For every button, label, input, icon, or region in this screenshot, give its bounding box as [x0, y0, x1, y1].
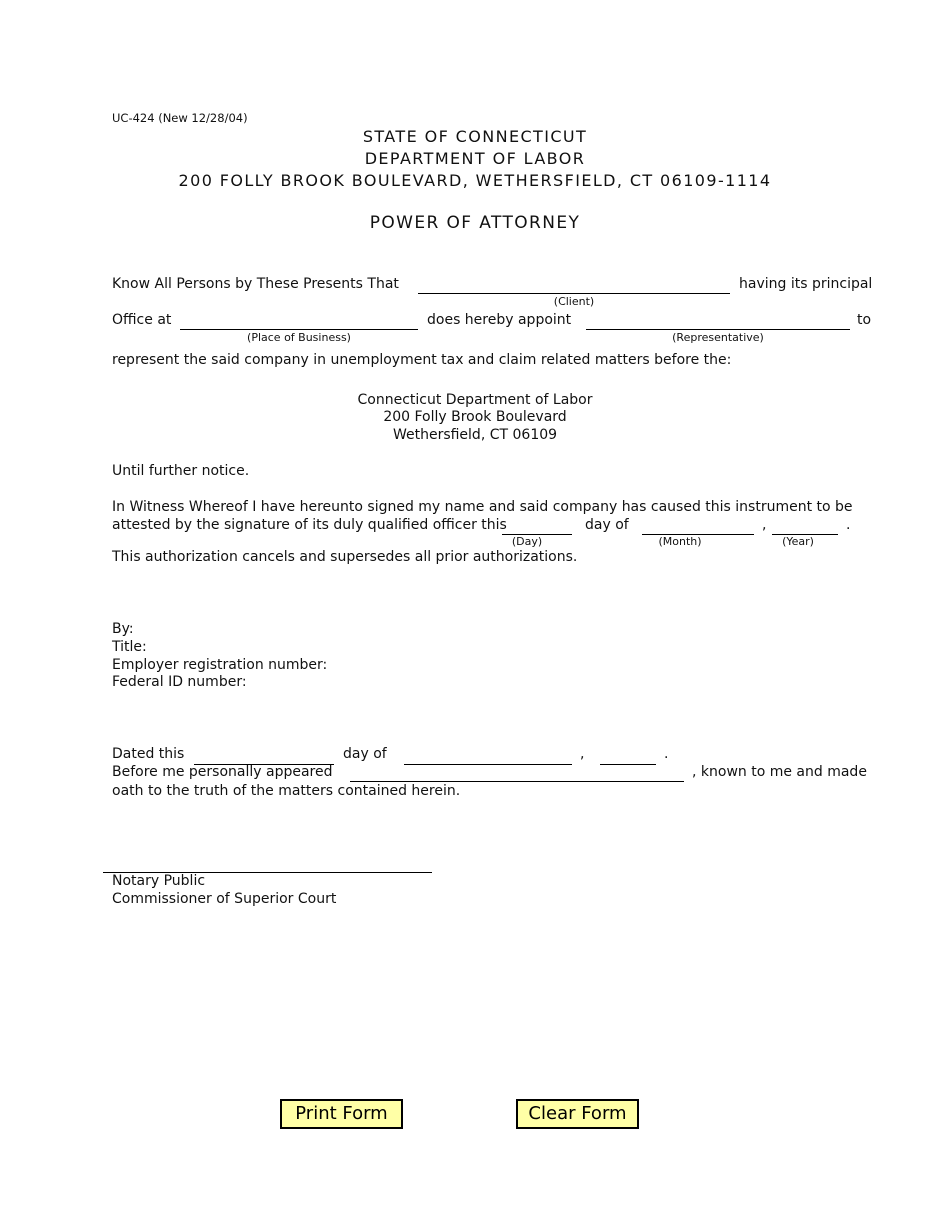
oath-text: oath to the truth of the matters contained herein. [112, 783, 461, 799]
address-line-3: Wethersfield, CT 06109 [392, 427, 558, 443]
to-text: to [857, 312, 872, 328]
cancels-text: This authorization cancels and supersedes all prior authorizations. [112, 549, 578, 565]
until-notice-text: Until further notice. [112, 463, 250, 479]
witness-day-of-text: day of [585, 517, 629, 533]
office-at-text: Office at [112, 312, 172, 328]
month-label: (Month) [658, 535, 702, 548]
known-to-me-text: , known to me and made [692, 764, 867, 780]
witness-comma: , [762, 517, 767, 533]
place-of-business-field[interactable] [180, 329, 418, 330]
notary-public-label: Notary Public [112, 873, 206, 889]
print-form-button[interactable]: Print Form [280, 1099, 403, 1129]
header-department: DEPARTMENT OF LABOR [364, 149, 586, 168]
header-state: STATE OF CONNECTICUT [362, 127, 588, 146]
witness-text-line-2: attested by the signature of its duly qualified officer this [112, 517, 507, 533]
title-label: Title: [112, 639, 147, 655]
notary-year-field[interactable] [600, 764, 656, 765]
representative-label: (Representative) [672, 331, 764, 344]
notary-comma: , [580, 746, 585, 762]
notary-day-of-text: day of [343, 746, 387, 762]
represent-text: represent the said company in unemployment tax and claim related matters before the: [112, 352, 732, 368]
clear-form-button[interactable]: Clear Form [516, 1099, 639, 1129]
commissioner-label: Commissioner of Superior Court [112, 891, 337, 907]
appeared-name-field[interactable] [350, 781, 684, 782]
appoint-text: does hereby appoint [427, 312, 572, 328]
principal-text: having its principal [739, 276, 873, 292]
representative-field[interactable] [586, 329, 850, 330]
address-line-1: Connecticut Department of Labor [357, 392, 593, 408]
employer-registration-label: Employer registration number: [112, 657, 328, 673]
know-all-persons-text: Know All Persons by These Presents That [112, 276, 399, 292]
by-label: By: [112, 621, 134, 637]
client-label: (Client) [553, 295, 595, 308]
before-me-text: Before me personally appeared [112, 764, 333, 780]
witness-period: . [846, 517, 851, 533]
year-label: (Year) [782, 535, 814, 548]
notary-period: . [664, 746, 669, 762]
client-field[interactable] [418, 293, 730, 294]
page-title: POWER OF ATTORNEY [369, 213, 581, 233]
notary-month-field[interactable] [404, 764, 572, 765]
place-of-business-label: (Place of Business) [247, 331, 351, 344]
header-address: 200 FOLLY BROOK BOULEVARD, WETHERSFIELD, CT 06109-1114 [178, 171, 772, 190]
dated-this-text: Dated this [112, 746, 185, 762]
federal-id-label: Federal ID number: [112, 674, 247, 690]
form-code: UC-424 (New 12/28/04) [112, 111, 248, 125]
address-line-2: 200 Folly Brook Boulevard [383, 409, 567, 425]
day-label: (Day) [511, 535, 543, 548]
witness-text-line-1: In Witness Whereof I have hereunto signed my name and said company has caused this instrument to be [112, 499, 853, 515]
